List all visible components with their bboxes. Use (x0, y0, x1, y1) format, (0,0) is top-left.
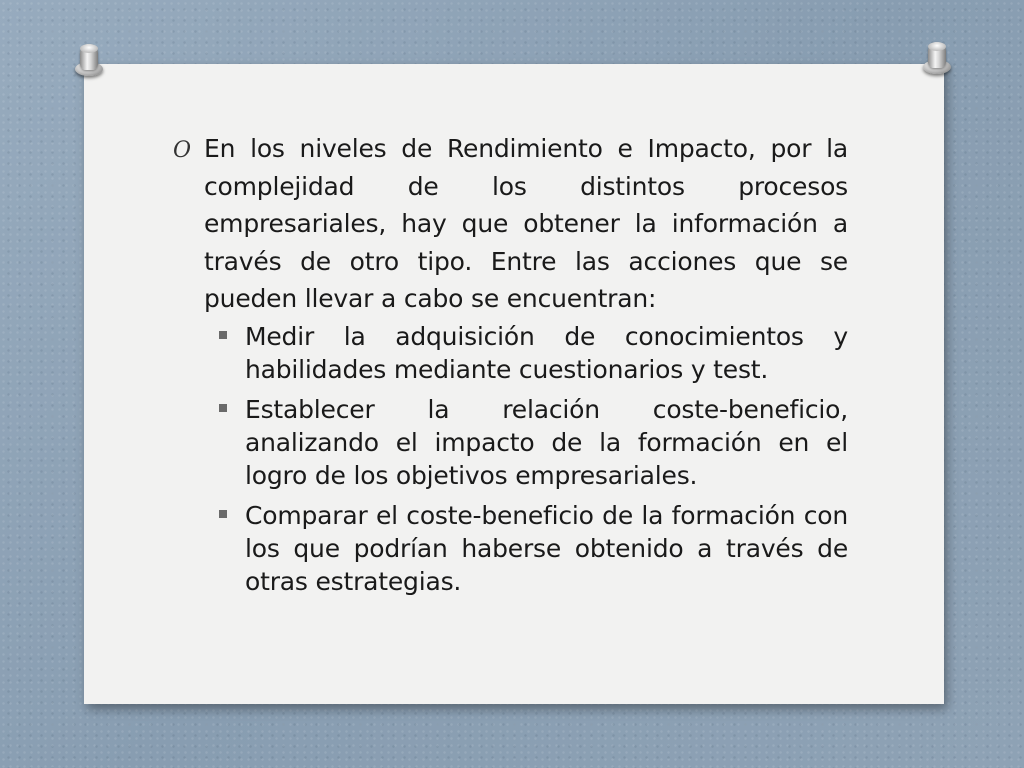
sub-bullet-item (120, 393, 848, 492)
main-bullet-text: En los niveles de Rendimiento e Impacto, por la complejidad de los distintos procesos empresariales, hay que obtener la información a través de otro tipo. Entre las acciones que se pueden llevar a cabo se encuentran: (204, 134, 848, 313)
sub-bullet-text: Medir la adquisición de conocimientos y habilidades mediante cuestionarios y test. (245, 321, 848, 384)
sub-bullet-text: Establecer la relación coste-beneficio, analizando el impacto de la formación en el logro de los objetivos empresariales. (245, 394, 848, 490)
sub-bullet-text: Comparar el coste-beneficio de la formación con los que podrían haberse obtenido a través de otras estrategias. (245, 500, 848, 596)
sub-bullet-item (120, 499, 848, 598)
sub-bullet-list (120, 320, 848, 598)
push-pin-icon (920, 42, 954, 80)
square-bullet-icon (219, 510, 227, 518)
main-bullet-glyph: O (173, 138, 191, 163)
square-bullet-icon (219, 331, 227, 339)
square-bullet-icon (219, 404, 227, 412)
sub-bullet-item (120, 320, 848, 386)
push-pin-icon (72, 44, 106, 82)
main-bullet-item (120, 130, 848, 318)
slide-content (120, 130, 848, 605)
